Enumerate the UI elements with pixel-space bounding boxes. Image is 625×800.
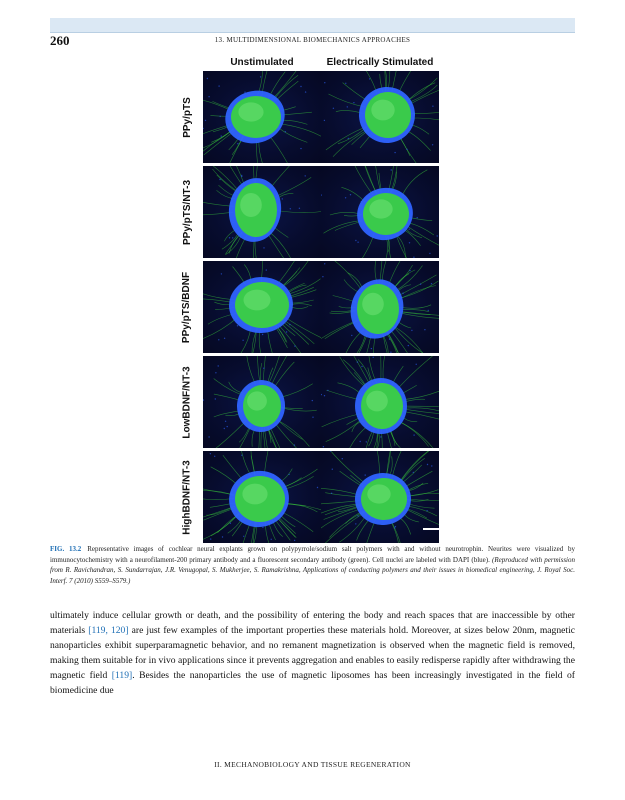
body-paragraph bbox=[50, 608, 575, 698]
row-label-ppy-pts-bdnf: PPy/pTS/BDNF bbox=[181, 271, 193, 343]
row-label-lowbdnf-nt3: LowBDNF/NT-3 bbox=[181, 365, 193, 439]
page-number: 260 bbox=[50, 33, 70, 48]
chapter-title: 13. MULTIDIMENSIONAL BIOMECHANICS APPROACHES bbox=[214, 36, 411, 44]
column-header-unstimulated: Unstimulated bbox=[230, 57, 294, 68]
micrograph-panel bbox=[203, 356, 321, 448]
header-band bbox=[50, 18, 575, 32]
micrograph-panel bbox=[321, 356, 439, 448]
figure bbox=[175, 55, 445, 535]
row-label-wrap bbox=[175, 166, 199, 258]
body-text-2: are just few examples of the important properties these materials hold. Moreover, at sizes below 20nm, magnetic nanoparticles exhibit superparamagnetic behavior, and no remanent magnetization is observed when the magnetic field is removed, making them suitable for in vivo applications since it prevents aggregation and enables to easily redisperse rapidly after withdrawing the magnetic field bbox=[50, 625, 575, 681]
micrograph-panel bbox=[203, 166, 321, 258]
figure-caption bbox=[50, 544, 575, 586]
body-text-3: . Besides the nanoparticles the use of magnetic liposomes has been increasingly investigated in the field of biomedicine due bbox=[50, 670, 576, 696]
micrograph-panel bbox=[321, 451, 439, 543]
row-label-highbdnf-nt3: HighBDNF/NT-3 bbox=[181, 459, 193, 535]
row-label-wrap bbox=[175, 356, 199, 448]
caption-text: Representative images of cochlear neural explants grown on polypyrrole/sodium salt polymers with and without neurotrophin. Neurites were visualized by immunocytochemistry with a neurofilament-200 primary antibody and a fluorescent secondary antibody (green). Cell nuclei are labeled with DAPI (blue). bbox=[50, 545, 575, 564]
micrograph-panel bbox=[321, 166, 439, 258]
row-label-wrap bbox=[175, 261, 199, 353]
citation-link[interactable]: [119] bbox=[111, 670, 133, 681]
figure-label: FIG. 13.2 bbox=[50, 545, 82, 553]
caption-credit: (Reproduced with permission from R. Ravichandran, S. Sundarrajan, J.R. Venugopal, S. Mukherjee, S. Ramakrishna, Applications of conducting polymers and their issues in biomedical engineering, J. Royal Soc. Interf. 7 (2010) S559–S579.) bbox=[50, 555, 576, 585]
row-label-wrap bbox=[175, 451, 199, 543]
column-header-stimulated: Electrically Stimulated bbox=[326, 57, 434, 68]
micrograph-panel bbox=[321, 71, 439, 163]
row-label-ppy-pts-nt3: PPy/pTS/NT-3 bbox=[181, 179, 193, 245]
citation-link[interactable]: [119, 120] bbox=[88, 625, 129, 636]
body-text-1: ultimately induce cellular growth or death, and the possibility of entering the body and reach spaces that are inaccessible by other materials bbox=[50, 610, 575, 636]
scale-bar bbox=[423, 528, 439, 530]
row-label-wrap bbox=[175, 71, 199, 163]
header-rule bbox=[50, 32, 575, 33]
footer: II. MECHANOBIOLOGY AND TISSUE REGENERATION bbox=[214, 760, 411, 769]
micrograph-panel bbox=[321, 261, 439, 353]
micrograph-panel bbox=[203, 451, 321, 543]
row-label-ppy-pts: PPy/pTS bbox=[181, 96, 193, 138]
micrograph-panel bbox=[203, 71, 321, 163]
micrograph-panel bbox=[203, 261, 321, 353]
